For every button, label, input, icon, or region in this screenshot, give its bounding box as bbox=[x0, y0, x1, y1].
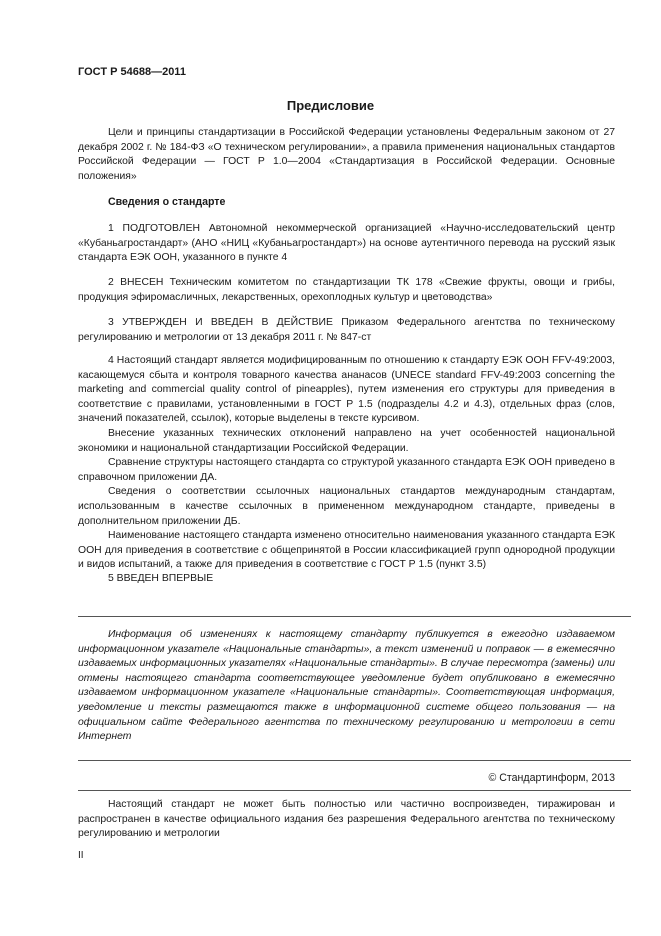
item-3 bbox=[78, 316, 615, 345]
item-4-text: 4 Настоящий стандарт является модифицированным по отношению к стандарту ЕЭК ООН FFV-49:2003, касающемуся сбыта и контроля товарного качества ананасов (UNECE standard FFV-49:2003 concerning the marketing and commercial quality control of pineapples), путем изменения его структуры для приведения в соответствие с правилами, установленными в ГОСТ Р 1.5 (подразделы 4.2 и 4.3), отдельных фраз (слов, значений показателей, ссылок), которые выделены в тексте курсивом. bbox=[78, 355, 615, 425]
divider-bottom bbox=[78, 790, 631, 791]
item-1 bbox=[78, 222, 615, 266]
info-notice-text: Информация об изменениях к настоящему стандарту публикуется в ежегодно издаваемом информационном указателе «Национальные стандарты», а текст изменений и поправок — в ежемесячно издаваемых информационных указателях «Национальные стандарты». В случае пересмотра (замены) или отмены настоящего стандарта соответствующее уведомление будет опубликовано в ежемесячно издаваемом информационном указателе «Национальные стандарты». Соответствующая информация, уведомление и тексты размещаются также в информационной системе общего пользования — на официальном сайте Федерального агентства по техническому регулированию и метрологии в сети Интернет bbox=[78, 629, 615, 743]
item-4-title-change: Наименование настоящего стандарта изменено относительно наименования указанного стандарта ЕЭК ООН для приведения в соответствие с общепринятой в России классификацией групп однородной продукции и видов испытаний, а также для приведения в соответствие с ГОСТ Р 1.5 (пункт 3.5) bbox=[78, 530, 615, 571]
page-number: II bbox=[78, 850, 84, 861]
item-5-text: 5 ВВЕДЕН ВПЕРВЫЕ bbox=[108, 573, 214, 584]
item-4-deviations: Внесение указанных технических отклонений направлено на учет особенностей национальной экономики и национальной стандартизации Российской Федерации. bbox=[78, 427, 615, 454]
item-2 bbox=[78, 276, 615, 305]
intro-text: Цели и принципы стандартизации в Российской Федерации установлены Федеральным законом от 27 декабря 2002 г. № 184-ФЗ «О техническом регулировании», а правила применения национальных стандартов Российской Федерации — ГОСТ Р 1.0—2004 «Стандартизация в Российской Федерации. Основные положения» bbox=[78, 127, 615, 182]
divider-top bbox=[78, 616, 631, 617]
info-notice bbox=[78, 628, 615, 745]
item-4-references: Сведения о соответствии ссылочных национальных стандартов международным стандартам, использованным в качестве ссылочных в примененном международном стандарте, приведены в дополнительном приложении ДБ. bbox=[78, 486, 615, 527]
page-title: Предисловие bbox=[286, 98, 375, 113]
copyright: © Стандартинформ, 2013 bbox=[488, 772, 615, 784]
reproduction-notice bbox=[78, 798, 615, 842]
divider-middle bbox=[78, 760, 631, 761]
reproduction-notice-text: Настоящий стандарт не может быть полностью или частично воспроизведен, тиражирован и распространен в качестве официального издания без разрешения Федерального агентства по техническому регулированию и метрологии bbox=[78, 799, 615, 840]
item-4-structure-comparison: Сравнение структуры настоящего стандарта со структурой указанного стандарта ЕЭК ООН приведено в справочном приложении ДА. bbox=[78, 457, 615, 483]
item-5 bbox=[78, 572, 615, 587]
document-code-header: ГОСТ Р 54688—2011 bbox=[78, 66, 186, 78]
item-3-text: 3 УТВЕРЖДЕН И ВВЕДЕН В ДЕЙСТВИЕ Приказом Федерального агентства по техническому регулированию и метрологии от 13 декабря 2011 г. № 847-ст bbox=[78, 317, 615, 343]
section-title: Сведения о стандарте bbox=[108, 196, 226, 208]
item-4 bbox=[78, 354, 615, 573]
item-2-text: 2 ВНЕСЕН Техническим комитетом по стандартизации ТК 178 «Свежие фрукты, овощи и грибы, продукция эфиромасличных, лекарственных, орехоплодных культур и цветоводства» bbox=[78, 277, 615, 303]
item-1-text: 1 ПОДГОТОВЛЕН Автономной некоммерческой организацией «Научно-исследовательский центр «Кубаньагростандарт» (АНО «НИЦ «Кубаньагростандарт») на основе аутентичного перевода на русский язык стандарта ЕЭК ООН, указанного в пункте 4 bbox=[78, 223, 615, 264]
intro-paragraph bbox=[78, 126, 615, 184]
